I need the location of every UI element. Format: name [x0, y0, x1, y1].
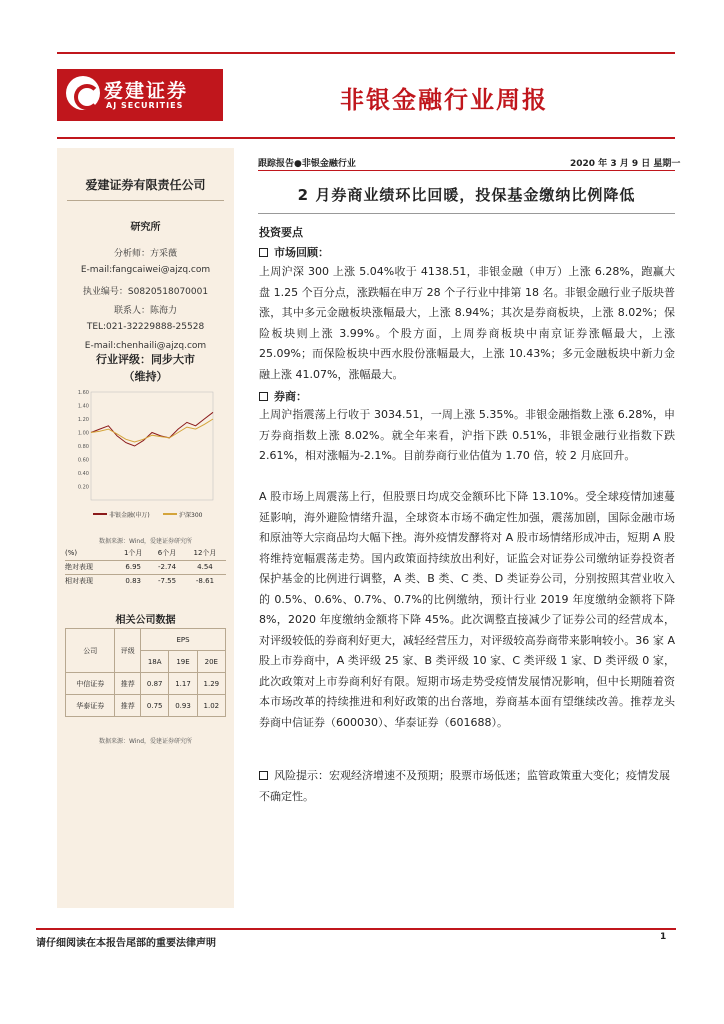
legend-label-nonbank: 非银金融(申万) — [109, 512, 150, 519]
table-header: EPS — [141, 629, 226, 651]
table-cell: 0.87 — [141, 673, 169, 695]
table-header: 20E — [197, 651, 225, 673]
logo-text-cn: 爱建证券 — [104, 80, 189, 102]
analyst-email[interactable]: E-mail:fangcaiwei@ajzq.com — [80, 265, 211, 275]
table-cell: -2.74 — [157, 563, 177, 571]
rating-status: （维持） — [123, 370, 168, 383]
risk-warning — [259, 766, 675, 807]
table-cell: 推荐 — [115, 695, 141, 717]
table-row — [65, 574, 226, 588]
market-review-label: 市场回顾： — [274, 246, 329, 259]
contact-email[interactable]: E-mail:chenhaili@ajzq.com — [84, 341, 207, 351]
table-cell: 0.83 — [125, 577, 141, 586]
table-cell: 0.75 — [141, 695, 169, 717]
table-header: 6个月 — [157, 548, 177, 557]
table-header: 1个月 — [123, 548, 143, 557]
research-title: 研究所 — [130, 222, 161, 233]
table-cell: 6.95 — [125, 563, 141, 571]
broker-text-2: A 股市场上周震荡上行，但股票日均成交金额环比下降 13.10%。受全球疫情加速蔓延影响，海外避险情绪升温，全球资本市场不确定性加强，震荡加剧，国际金融市场和原油等大宗商品均大幅下挫。海外疫情发酵将对 A 股市场情绪形成冲击，短期 A 股将维持宽幅震荡走势。国内政策面持续放出利好，证监会对证券公司缴纳证券投资者保护基金的比例进行调整，A 类、B 类、C 类、D 类证券公司，分别按照其营业收入的 0.5%、0.6%、0.7%、0.7%的比例缴纳，预计行业 2019 年度缴纳金额将下降 8%，2020 年度缴纳金额将下降 45%。此次调整直接减少了证券公司的经营成本，对评级较低的券商利好更大，减轻经营压力，对评级较高券商带来影响较小。36 家 A 股上市券商中，A 类评级 25 家、B 类评级 10 家、C 类评级 1 家、D 类评级 0 家，此次政策对上市券商利好有限。短期市场走势受疫情发展情况影响，但中长期随着资本市场改革的持续推进和利好政策的出台落地，券商基本面有望继续改善。推荐龙头券商中信证券（600030）、华泰证券（601688）。 — [259, 490, 675, 729]
highlights-label: 投资要点 — [259, 226, 303, 239]
y-tick-label: 0.20 — [77, 484, 89, 491]
table-row — [66, 695, 226, 717]
broker-label: 券商： — [274, 390, 307, 403]
report-tag: 跟踪报告●非银金融行业 — [258, 159, 356, 169]
eps-table — [65, 628, 226, 717]
table-cell: 推荐 — [115, 673, 141, 695]
divider — [67, 200, 224, 201]
table-cell: -7.55 — [157, 577, 177, 586]
table-header: 18A — [141, 651, 169, 673]
report-title: 非银金融行业周报 — [340, 86, 548, 114]
y-tick-label: 1.40 — [77, 403, 89, 410]
table-cell: 1.29 — [197, 673, 225, 695]
header-top-rule — [57, 52, 675, 54]
sidebar — [57, 148, 234, 908]
related-companies-title: 相关公司数据 — [115, 615, 176, 626]
series-line-hs300 — [91, 419, 213, 442]
broker-text-1: 上周沪指震荡上行收于 3034.51，一周上涨 5.35%。非银金融指数上涨 6.28%，申万券商指数上涨 8.02%。就全年来看，沪指下跌 0.51%，非银金融行业指数下跌 2.61%，相对涨幅为-2.1%。目前券商行业估值为 1.70 倍，较 2 月底回升。 — [259, 408, 675, 462]
y-tick-label: 1.00 — [77, 430, 89, 437]
table-cell: 1.17 — [169, 673, 197, 695]
footer-rule — [36, 928, 676, 930]
y-tick-label: 0.80 — [77, 444, 89, 450]
table-header: 12个月 — [193, 548, 217, 557]
footer-disclaimer[interactable]: 请仔细阅读在本报告尾部的重要法律声明 — [36, 938, 216, 949]
y-tick-label: 1.20 — [77, 417, 89, 423]
main-title: 2 月券商业绩环比回暖，投保基金缴纳比例降低 — [297, 186, 636, 204]
table-cell: -8.61 — [195, 577, 215, 586]
legend-label-hs300: 沪深300 — [179, 512, 203, 519]
market-review-text: 上周沪深 300 上涨 5.04%收于 4138.51，非银金融（申万）上涨 6.28%，跑赢大盘 1.25 个百分点，涨跌幅在申万 28 个子行业中排第 18 名。非银金融行业子版块普涨，其中多元金融板块涨幅最大，上涨 8.94%；其次是券商板块，上涨 8.02%；保险板块则上涨 3.99%。个股方面，上周券商板块中南京证券涨幅最大，上涨 25.09%；而保险板块中西水股份涨幅最大，上涨 10.43%；多元金融板块中新力金融上涨 41.07%，涨幅最大。 — [259, 265, 675, 381]
chart-plot-area — [91, 392, 213, 500]
page-number: 1 — [660, 932, 667, 942]
y-tick-label: 0.40 — [77, 471, 89, 477]
table-header: 19E — [169, 651, 197, 673]
checkbox-icon — [259, 392, 268, 401]
table-header-row — [65, 546, 226, 560]
market-review-heading — [259, 244, 329, 260]
table-header: (%) — [65, 548, 78, 557]
table-cell: 绝对表现 — [65, 563, 93, 571]
checkbox-icon — [259, 248, 268, 257]
logo-mark-icon — [66, 76, 100, 110]
chart-source: 数据来源：Wind，爱建证券研究所 — [98, 538, 193, 545]
header-bottom-rule — [57, 137, 675, 139]
table-row — [65, 560, 226, 574]
risk-text: 风险提示：宏观经济增速不及预期；股票市场低迷；监管政策重大变化；疫情发展不确定性。 — [259, 769, 670, 803]
table-cell: 华泰证券 — [66, 695, 115, 717]
contact-phone: TEL:021-32229888-25528 — [86, 322, 205, 332]
broker-heading — [259, 388, 307, 404]
divider — [258, 213, 675, 214]
table-cell: 0.93 — [169, 695, 197, 717]
table-source: 数据来源：Wind，爱建证券研究所 — [98, 738, 193, 745]
performance-table — [65, 546, 226, 588]
license-number: 执业编号：S0820518070001 — [82, 287, 209, 297]
table-cell: 中信证券 — [66, 673, 115, 695]
divider — [258, 170, 675, 171]
performance-chart — [65, 388, 226, 528]
y-tick-label: 0.60 — [77, 457, 89, 464]
logo-text-en: AJ SECURITIES — [106, 101, 184, 110]
table-cell: 4.54 — [197, 563, 213, 571]
analyst-name: 分析师：方采薇 — [113, 249, 177, 259]
table-row — [66, 673, 226, 695]
y-tick-label: 1.60 — [77, 390, 89, 396]
company-name: 爱建证券有限责任公司 — [85, 178, 206, 192]
table-header: 公司 — [66, 629, 115, 673]
table-cell: 1.02 — [197, 695, 225, 717]
industry-rating: 行业评级：同步大市 — [96, 353, 195, 366]
checkbox-icon — [259, 771, 268, 780]
table-cell: 相对表现 — [65, 577, 93, 586]
table-header: 评级 — [115, 629, 141, 673]
contact-name: 联系人：陈海力 — [113, 306, 177, 316]
report-date: 2020 年 3 月 9 日 星期一 — [570, 159, 681, 169]
